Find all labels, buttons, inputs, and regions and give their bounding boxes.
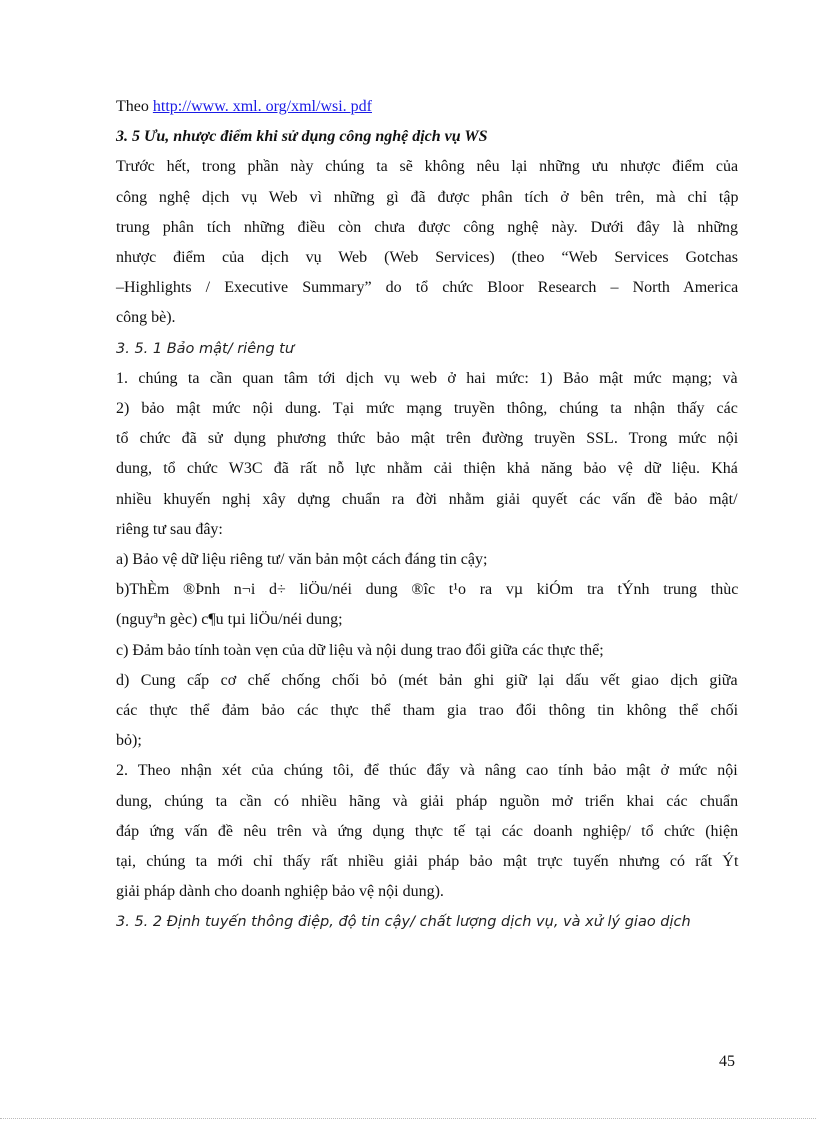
paragraph-line: 1. chúng ta cần quan tâm tới dịch vụ web ở hai mức: 1) Bảo mật mức mạng; và (116, 369, 738, 387)
paragraph-line: dung, tổ chức W3C đã rất nỗ lực nhằm cải thiện khả năng bảo vệ dữ liệu. Khá (116, 460, 738, 478)
security-paragraph-2 (116, 756, 738, 907)
page-number: 45 (719, 1053, 735, 1070)
paragraph-line: tại, chúng ta mới chỉ thấy rất nhiều giải pháp bảo mật trực tuyến nhưng có rất Ýt (116, 853, 739, 871)
paragraph-line: dung, chúng ta cần có nhiều hãng và giải pháp nguồn mở triển khai các chuẩn (116, 792, 739, 810)
paragraph-line: riêng tư sau đây: (116, 520, 223, 538)
paragraph-line: d) Cung cấp cơ chế chống chối bỏ (mét bản ghi giữ lại dấu vết giao dịch giữa (116, 671, 738, 689)
subsection-heading-privacy: 3. 5. 1 Bảo mật/ riêng tư (116, 340, 295, 357)
paragraph-line: giải pháp dành cho doanh nghiệp bảo vệ nội dung). (116, 883, 444, 901)
paragraph-line: b)ThÈm ®Þnh n¬i d÷ liÖu/néi dung ®îc t¹o ra vµ kiÓm tra tÝnh trung thùc (116, 581, 739, 599)
paragraph-line: (nguyªn gèc) c¶u tµi liÖu/néi dung; (116, 611, 343, 629)
list-item-b (116, 575, 738, 635)
page-content (116, 92, 738, 938)
list-item-d (116, 666, 738, 757)
paragraph-line: nhiều khuyến nghị xây dựng chuẩn ra đời nhằm giải quyết các vấn đề bảo mật/ (116, 490, 738, 508)
paragraph-line: tổ chức đã sử dụng phương thức bảo mật trên đường truyền SSL. Trong mức nội (116, 430, 739, 448)
paragraph-line: trung phân tích những điều còn chưa được công nghệ này. Dưới đây là những (116, 218, 739, 236)
list-item-c: c) Đảm bảo tính toàn vẹn của dữ liệu và nội dung trao đổi giữa các thực thể; (116, 641, 604, 659)
paragraph-line: 2. Theo nhận xét của chúng tôi, để thúc đẩy và nâng cao tính bảo mật ở mức nội (116, 762, 738, 780)
intro-paragraph (116, 152, 738, 333)
source-prefix: Theo (116, 98, 149, 115)
paragraph-line: đáp ứng vấn đề nêu trên và ứng dụng thực tế tại các doanh nghiệp/ tổ chức (hiện (116, 822, 739, 840)
paragraph-line: các thực thể đảm bảo các thực thể tham gia trao đổi thông tin không thể chối (116, 702, 739, 720)
list-item-a: a) Bảo vệ dữ liệu riêng tư/ văn bản một cách đáng tin cậy; (116, 551, 488, 569)
source-link[interactable]: http://www. xml. org/xml/wsi. pdf (152, 98, 372, 115)
section-heading: 3. 5 Ưu, nhược điểm khi sử dụng công nghệ dịch vụ WS (116, 128, 488, 146)
paragraph-line: Trước hết, trong phần này chúng ta sẽ không nêu lại những ưu nhược điểm của (116, 158, 739, 176)
paragraph-line: công bè). (116, 309, 176, 327)
paragraph-line: bỏ); (116, 732, 142, 750)
security-paragraph-1 (116, 364, 738, 545)
paragraph-line: nhược điểm của dịch vụ Web (Web Services) (theo “Web Services Gotchas (116, 249, 738, 267)
subsection-heading-routing: 3. 5. 2 Định tuyến thông điệp, độ tin cậy/ chất lượng dịch vụ, và xử lý giao dịch (116, 914, 691, 931)
paragraph-line: 2) bảo mật mức nội dung. Tại mức mạng truyền thông, chúng ta nhận thấy các (116, 400, 738, 418)
source-line (116, 92, 738, 122)
paragraph-line: –Highlights / Executive Summary” do tổ chức Bloor Research – North America (116, 279, 739, 297)
paragraph-line: công nghệ dịch vụ Web vì những gì đã được phân tích ở bên trên, mà chỉ tập (116, 188, 739, 206)
page-bottom-rule (0, 1118, 816, 1119)
